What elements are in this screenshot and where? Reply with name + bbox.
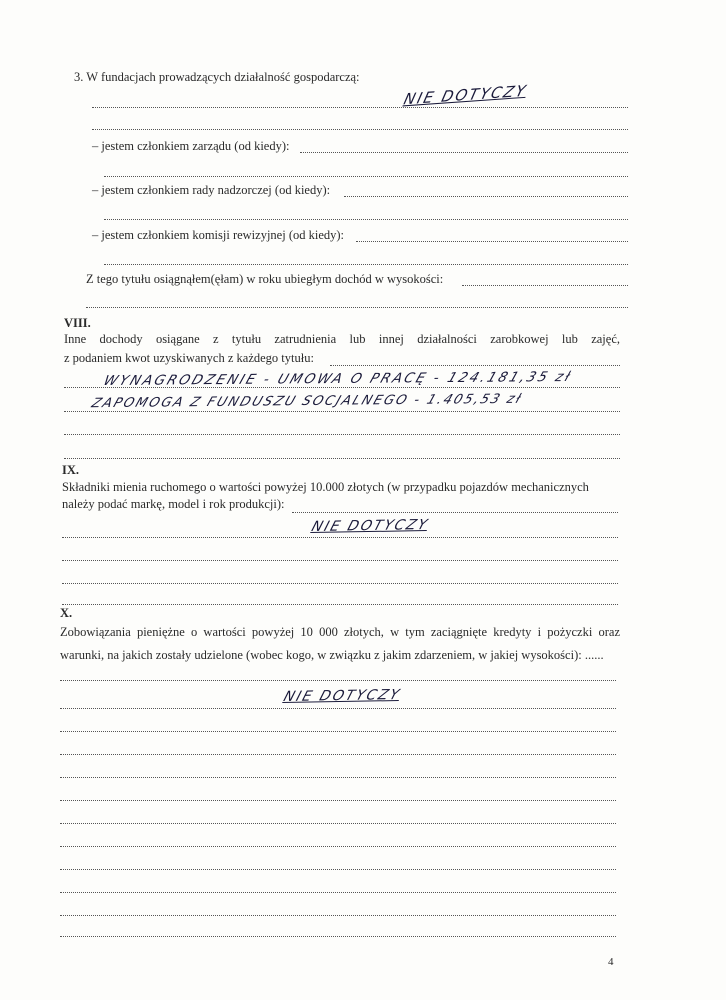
answer-line: [60, 845, 616, 847]
board-member-label: – jestem członkiem zarządu (od kiedy):: [92, 139, 290, 153]
income-entry-2: ZAPOMOGA Z FUNDUSZU SOCJALNEGO - 1.405,53 zł: [89, 391, 525, 412]
answer-line: [60, 868, 616, 870]
answer-line: [92, 128, 628, 130]
answer-line: [462, 284, 628, 286]
section8-text-line1: Inne dochody osiągane z tytułu zatrudnienia lub innej działalności zarobkowej lub zajęć,: [64, 332, 620, 346]
answer-line: [60, 822, 616, 824]
section10-heading: X.: [60, 606, 73, 620]
answer-line: [344, 195, 628, 197]
section10-text-line2: warunki, na jakich zostały udzielone (wobec kogo, w związku z jakim zdarzeniem, w jakiej wysokości): ......: [60, 648, 604, 662]
page-number: 4: [608, 956, 614, 968]
income-entry-1: WYNAGRODZENIE - UMOWA O PRACĘ - 124.181,35 zł: [101, 368, 575, 390]
answer-line: [64, 386, 620, 388]
answer-line: [356, 240, 628, 242]
answer-line: [60, 753, 616, 755]
answer-line: [300, 151, 628, 153]
answer-line: [64, 410, 620, 412]
section8-text-line2: z podaniem kwot uzyskiwanych z każdego tytułu:: [64, 351, 314, 365]
section9-heading: IX.: [62, 463, 80, 477]
answer-line: [64, 433, 620, 435]
audit-member-label: – jestem członkiem komisji rewizyjnej (od kiedy):: [92, 228, 345, 242]
answer-line: [292, 511, 618, 513]
answer-line: [60, 776, 616, 778]
answer-line: [60, 707, 616, 709]
section10-text-line1: Zobowiązania pieniężne o wartości powyżej 10 000 złotych, w tym zaciągnięte kredyty i pożyczki oraz: [60, 625, 620, 639]
answer-line: [64, 457, 620, 459]
answer-line: [60, 730, 616, 732]
answer-line: [60, 935, 616, 937]
answer-line: [60, 679, 616, 681]
answer-line: [60, 799, 616, 801]
answer-line: [62, 582, 618, 584]
answer-line: [62, 536, 618, 538]
answer-line: [62, 559, 618, 561]
answer-line: [60, 914, 616, 916]
income-label: Z tego tytułu osiągnąłem(ęłam) w roku ubiegłym dochód w wysokości:: [86, 272, 444, 286]
section9-handwritten-answer: NIE DOTYCZY: [309, 516, 431, 536]
section9-text-line1: Składniki mienia ruchomego o wartości powyżej 10.000 złotych (w przypadku pojazdów mechanicznych: [62, 480, 589, 494]
answer-line: [86, 306, 628, 308]
answer-line: [92, 106, 628, 108]
answer-line: [104, 263, 628, 265]
answer-line: [104, 218, 628, 220]
supervisory-member-label: – jestem członkiem rady nadzorczej (od kiedy):: [92, 183, 331, 197]
answer-line: [330, 364, 620, 366]
section3-handwritten-answer: NIE DOTYCZY: [401, 81, 530, 109]
answer-line: [60, 891, 616, 893]
section9-text-line2: należy podać markę, model i rok produkcji):: [62, 497, 285, 511]
section3-label: 3. W fundacjach prowadzących działalność gospodarczą:: [74, 70, 360, 84]
answer-line: [62, 603, 618, 605]
section10-handwritten-answer: NIE DOTYCZY: [281, 686, 403, 706]
section8-heading: VIII.: [64, 316, 91, 330]
answer-line: [104, 175, 628, 177]
